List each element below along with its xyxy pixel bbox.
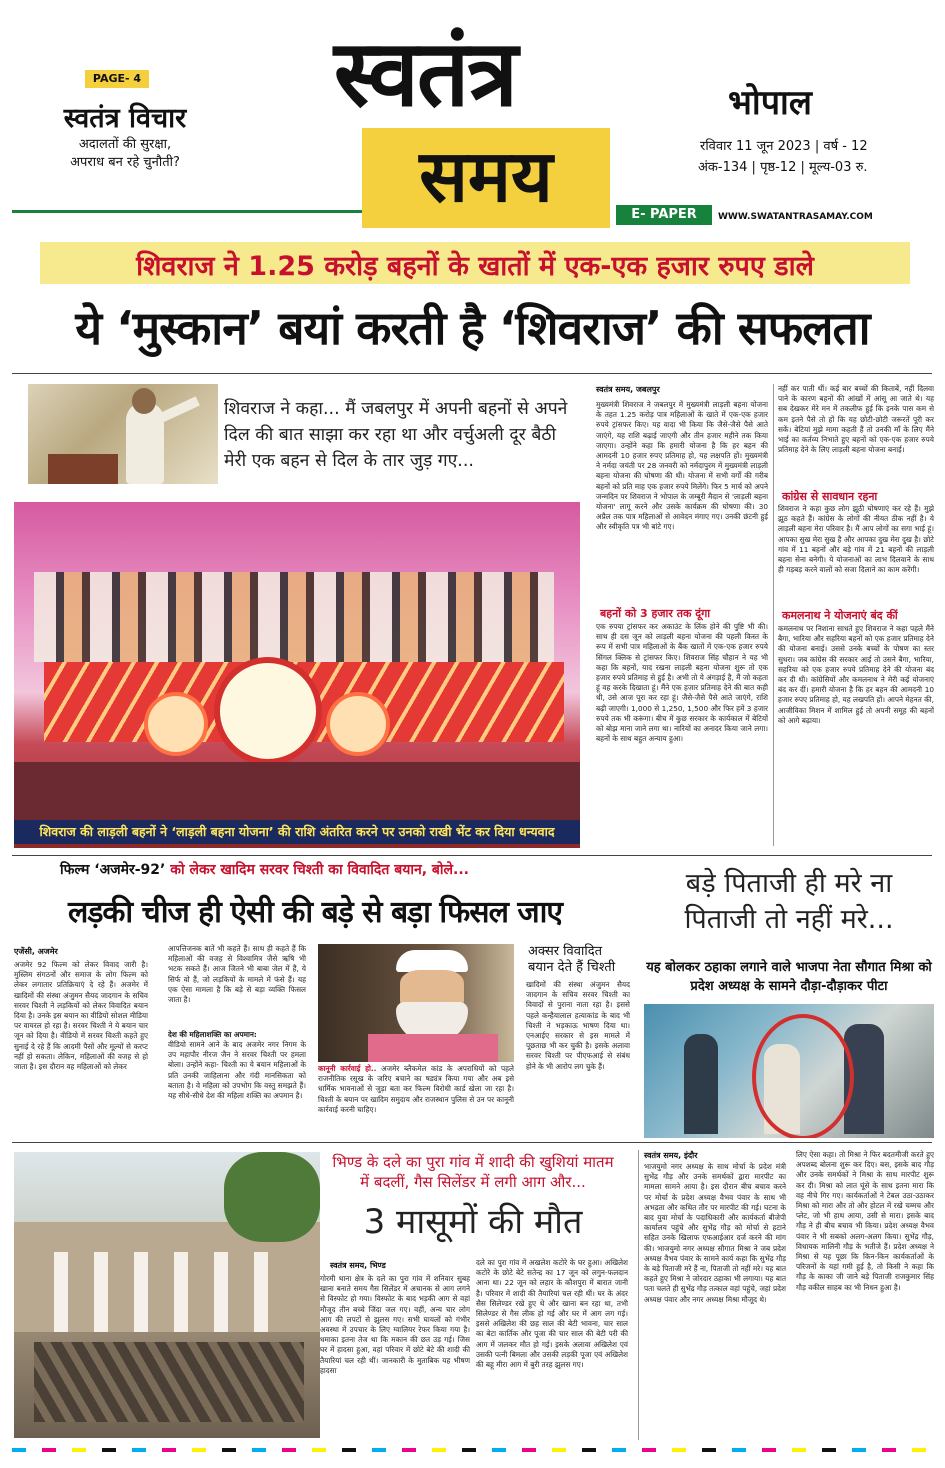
section-rule-2 (12, 1142, 932, 1143)
lead-byline: स्वतंत्र समय, जबलपुर (596, 385, 660, 394)
dateline: रविवार 11 जून 2023 | वर्ष - 12 (700, 139, 868, 154)
debris (34, 1342, 304, 1422)
story2-col2b-text: वीडियो सामने आने के बाद अजमेर नगर निगम के उप महापौर नीरज जैन ने सरवर चिश्ती पर हमला बोला। उन्होंने कहा- चिश्ती का ये बयान महिलाओं के प्रति उनकी जाहिलाना और गंदी मानसिकता को बताता है। वे महिला को उपभोग कि वस्तु समझते हैं। यह सीधे-सीधे देश की महिला शक्ति का अपमान है। (168, 1040, 306, 1101)
masthead-rule-left (12, 210, 362, 213)
story2-kicker (60, 860, 580, 879)
cap (396, 950, 468, 972)
masthead-logo-lower (362, 128, 610, 228)
lead-headline: ये ‘मुस्कान’ बयां करती है ‘शिवराज’ की सफलता (75, 301, 870, 355)
epaper-label: E- PAPER (616, 205, 712, 225)
story3-col1-text: भाजयुमो नगर अध्यक्ष के साथ मोर्चा के प्रदेश मंत्री सुभेंद्र गौड़ और उनके समर्थकों द्वारा मारपीट का मामला सामने आया है। इस दौरान बीच बचाव करने पर मोर्चा के प्रदेश अध्यक्ष वैभव पंवार के साथ भी अभद्रता और कथित तौर पर मारपीट की गई। घटना के बाद युवा मोर्चा के पदाधिकारी और कार्यकर्ता बीजेपी कार्यालय पहुंचे और सुभेंद्र गौड़ को मोर्चा से हटाने सहित उनके खिलाफ एफआईआर दर्ज करने की मांग की। भाजयुमो नगर अध्यक्ष सौगात मिश्रा ने जब प्रदेश अध्यक्ष वैभव पंवार के सामने कार्य कहा कि सुभेंद्र गौड़ के बड़े पिताजी मरे हैं ना, पिताजी तो नहीं मरे। यह बात कहते हुए मिश्रा ने जोरदार ठहाका भी लगाया। यह बात पता चलते ही सुभेंद्र गौड़ तत्काल वहां पहुंचे, जहां प्रदेश अध्यक्ष पंवार और नगर अध्यक्ष मिश्रा मौजूद थे। (644, 1162, 786, 1304)
robe (368, 1034, 498, 1062)
story2-kicker-rest: को लेकर खादिम सरवर चिश्ती का विवादित बयान, बोले... (170, 862, 469, 878)
story4-col2-text: दले का पुरा गांव में अखलेश कटोरे के घर हुआ। अखिलेश कटोरे के छोटे बेटे सतेन्द्र का 17 जून को लगुन-फलदान आना था। 22 जून को लहार के कौशपुरा में बारात जानी है। परिवार में शादी की तैयारियां चल रही थीं। घर के अंदर सैस सिलेण्डर रखे हुए थे और खाना बन रहा था, तभी सिलेण्डर से गैस लीक हो गई और घर में आग लग गई। इससे अखिलेश की छह साल की बेटी भावना, चार साल का बेटा कार्तिक और पूजा की चार साल की बेटी परी की आग में जलकर मौत हो गई। इसके अलावा अखिलेश एवं उसकी पत्नी बिमला और उसकी लड़की पूजा एवं अखिलेश की बहू मीरा आग में बुरी तरह झुलस गए। (476, 1258, 628, 1370)
lead-rule (12, 373, 932, 374)
stage-photo (14, 502, 580, 848)
story4-headline: 3 मासूमों की मौत (363, 1202, 583, 1242)
section-subtitle: अदालतों की सुरक्षा, अपराध बन रहे चुनौती? (70, 137, 180, 170)
villagers (54, 1252, 274, 1332)
lead-col1b-text: एक रुपया ट्रांसफर कर अकाउंट के लिंक होने की पुष्टि भी की। साथ ही दस जून को लाड़ली बहना योजना की पहली किस्त के रूप में सभी पात्र महिलाओं के बैंक खातों में एक-एक हजार रुपये सिंगल क्लिक से ट्रांसफर किए। शिवराज सिंह चौहान ने यह भी कहा कि बहनों, याद रखना लाड़ली बहना योजना शुरू तो एक हजार रुपये प्रतिमाह से हुई है। अभी तो ये अंगड़ाई है, मैं जो कहता हूं वह करके दिखाता हूं। मैंने एक हजार प्रतिमाह देने की बात कही थी, उसे आज पूरा कर रहा हूं। जैसे-जैसे पैसे आते जाएंगे, राशि बढ़ी जाएगी। 1,000 से 1,250, 1,500 और फिर हमें 3 हजार रुपये तक भी करूंगा। बीच में कुछ सरकार के कार्यकाल में बेटियों को बोझ माना जाने लगा था। नारियों का अनादर किया जाने लगा। बहनों के साथ बहुत अन्याय हुआ। (596, 622, 768, 744)
section-title: स्वतंत्र विचार (63, 103, 187, 134)
speech-photo (28, 384, 218, 484)
fire-photo (14, 1152, 320, 1438)
crowd-row (34, 572, 554, 662)
scuffle-photo (644, 1004, 934, 1138)
story3-headline: बड़े पिताजी ही मरे ना पिताजी तो नहीं मरे... (684, 868, 894, 935)
story2-side-text: खादिमों की संस्था अंजुमन सैयद जादगान के सचिव सरवर चिश्ती का विवादों से पुराना नाता रहा है। इससे पहले कन्हैयालाल हत्याकांड के बाद भी चिश्ती ने भड़काऊ भाषण दिया था। एनआईए सरकार से इस मामले में पूछताछ भी कर चुकी है। इसके अलावा सरवर चिश्ती पर पीएफआई से संबंध होने के भी आरोप लग चुके हैं। (526, 980, 630, 1071)
registration-marks (12, 1448, 932, 1452)
logo-word-samay: समय (419, 133, 553, 218)
chishti-photo (318, 944, 514, 1062)
lead-col2b-text: शिवराज ने कहा कुछ लोग झूठी घोषणाएं कर रहे हैं। मुझे झूठ कहते हैं। कांग्रेस के लोगों की नीयत ठीक नहीं है। ये लाड़ली बहना मेरा परिवार है। मैं आप लोगों का सगा भाई हूं। आपका सुख मेरा सुख है और आपका दुख मेरा दुख है। छोटे गांव में 11 बहनों और बड़े गांव में 21 बहनों की लाड़ली बहना सेना बनेगी। ये योजनाओं का लाभ दिलवाने के साथ ही गड़बड़ करने वालों को सजा दिलाने का काम करेंगी। (778, 504, 934, 575)
highlight-circle (752, 1014, 854, 1138)
story2-col2-text: आपत्तिजनक बातें भी कहते हैं। साथ ही कहते हैं कि महिलाओं की वजह से विश्वामित्र जैसे ऋषि भी भटक सकते हैं। आज जितने भी बाबा जेल में हैं, ये सिर्फ वो हैं, जो लड़कियों के मामले में फंसे हैं। यह एक ऐसा मामला है कि बड़े से बड़ा व्यक्ति फिसल जाता है। (168, 944, 306, 1005)
masthead-logo-upper (240, 18, 610, 128)
story3-deck: यह बोलकर ठहाका लगाने वाले भाजपा नेता सौगात मिश्रा को प्रदेश अध्यक्ष के सामने दौड़ा-दौड़ाकर पीटा (646, 960, 932, 994)
issue-line: अंक-134 | पृष्ठ-12 | मूल्य-03 रु. (698, 160, 868, 175)
lead-sub-2: कांग्रेस से सावधान रहना (782, 490, 878, 503)
lead-kicker: शिवराज ने 1.25 करोड़ बहनों के खातों में एक-एक हजार रुपए डाले (136, 251, 814, 282)
story3-col2-text: लिए ऐसा कहा। तो मिश्रा ने फिर बदतमीजी करते हुए अपशब्द बोलना शुरू कर दिए। बस, इसके बाद गौड़ और उनके समर्थकों ने मिश्रा के साथ मारपीट शुरू कर दी। मिश्रा को लात घूंसे के साथ इतना मारा कि वह नीचे गिर गए। कार्यकर्ताओं ने टेबल उठा-उठाकर मिश्रा को मारा और तो और होटल में रखे चम्मच और प्लेट, जो भी हाथ आया, उसी से मारा। इसके बाद गौड़ ने ही बीच बचाव भी किया। प्रदेश अध्यक्ष वैभव पंवार ने भी सबको अलग-अलग किया। सुभेंद्र गौड़, विधायक मालिनी गौड़ के भतीजे हैं। प्रदेश अध्यक्ष ने मिश्रा से यह पूछा कि किन-किन कार्यकर्ताओं के परिजनों के यहां गमी हुई है, तो किसी ने कहा कि गौड़ के काका जी जाने बड़े पिताजी राजकुमार सिंह गौड़ वकील साहब का भी निधन हुआ है। (796, 1150, 934, 1292)
lead-sub-1: बहनों को 3 हजार तक दूंगा (600, 607, 711, 620)
website-link[interactable]: WWW.SWATANTRASAMAY.COM (718, 212, 873, 222)
story2-side-head: अक्सर विवादित बयान देते हैं चिश्ती (528, 944, 616, 975)
story2-col1-text: अजमेर 92 फिल्म को लेकर विवाद जारी है। मुस्लिम संगठनों और समाज के लोग फिल्म को लेकर लगातार प्रतिक्रियाएं दे रहे हैं। अजमेर में खादिमों की संस्था अंजुमन सैयद जादगान के सचिव सरवर चिश्ती ने लड़कियों को लेकर विवादित बयान दिया है। उनके इस बयान का वीडियो सोशल मीडिया पर वायरल हो रहा है। सरवर चिश्ती ने ये बयान चार जून को दिया है। वीडियो में सरवर चिश्ती कहते हुए सुनाई दे रहे हैं कि आदमी पैसों और मूल्यों से करप्ट नहीं हो सकता। लेकिन, महिलाओं की वजह से हो जाता है। इस दौरान वह महिलाओं को लेकर (14, 960, 148, 1072)
city-name: भोपाल (728, 83, 812, 123)
chishti-caption-text: अजमेर ब्लैकमेल कांड के अपराधियों को पहले राजनीतिक रसूख के जरिए बचाने का षड्यंत्र किया गया और अब इसे धार्मिक भावनाओं से जुड़ा बता कर फिल्म विरोधी कार्ड खेला जा रहा है। चिश्ती के बयान पर खादिम समुदाय और राजस्थान पुलिस से उन पर कानूनी कार्रवाई करनी चाहिए। (318, 1064, 514, 1114)
section-rule-1 (12, 855, 932, 856)
story2-kicker-film: फिल्म ‘अजमेर-92’ (60, 862, 166, 878)
story2-headline: लड़की चीज ही ऐसी की बड़े से बड़ा फिसल जाए (68, 895, 562, 930)
lead-sub-3: कमलनाथ ने योजनाएं बंद कीं (782, 609, 898, 622)
lead-col-divider (773, 384, 774, 846)
rakhi-right (326, 692, 390, 756)
story4-col1-text: गोरमी थाना क्षेत्र के दले का पुरा गांव में शनिवार सुबह खाना बनाते समय गैस सिलेंडर में अचानक से आग लगने से विस्फोट हो गया। विस्फोट के बाद भड़की आग से वहां मौजूद तीन बच्चे जिंदा जल गए। वहीं, अन्य चार लोग आग की लपटों से झुलस गए। सभी घायलों को गंभीर अवस्था में उपचार के लिए ग्वालियर रेफर किया गया है। धमाका इतना तेज था कि मकान की छत उड़ गई। जिस घर में हादसा हुआ, वहां परिवार में छोटे बेटे की शादी की तैयारियां चल रही थीं। जानकारी के मुताबिक यह भीषण हादसा (320, 1274, 470, 1375)
figure-1 (684, 1034, 718, 1134)
story4-kicker: भिण्ड के दले का पुरा गांव में शादी की खुशियां मातम में बदलीं, गैस सिलेंडर में लगी आग और... (332, 1153, 614, 1191)
lead-col2-text: नहीं कर पाती थीं। कई बार बच्चों की किताबें, नहीं दिलवा पाने के कारण बहनों की आंखों में आंसू आ जाते थे। यह सब देखकर मेरे मन में तकलीफ हुई कि इनके पास कम से कम इतने पैसे तो हों कि यह छोटी-छोटी जरूरतें पूरी कर सकें। बेटियां मुझे मामा कहती हैं तो उनकी माँ के लिए मैंने भाई का कर्तव्य निभाते हुए बहनों को एक-एक हजार रुपये प्रतिमाह देने के लिए लाड़ली बहना योजना बनाई। (778, 384, 934, 455)
lead-col2c-text: कमलनाथ पर निशाना साधते हुए शिवराज ने कहा पहले मैंने बैगा, भारिया और सहरिया बहनों को एक हजार प्रतिमाह देने की योजना बनाई। उससे उनके बच्चों के पोषण का स्तर सुधरा। जब कांग्रेस की सरकार आई तो उसने बैगा, भारिया, सहरिया को एक हजार रुपये प्रतिमाह देने की योजना बंद कर दी थी। कांग्रेसियों और कमलनाथ ने मेरी कई योजनाएं बंद कर दीं। हमारी योजना है कि हर बहन की आमदनी 10 हजार रुपए प्रतिमाह हो, यह लखपति हों। आपने मेहनत की, आजीविका मिशन में शामिल हुई तो अपनी समूह की बहनों को आगे बढ़ाया। (778, 624, 934, 725)
page-label: PAGE- 4 (85, 70, 149, 88)
story3-byline: स्वतंत्र समय, इंदौर (644, 1151, 698, 1160)
logo-word-swatantra: स्वतंत्र (333, 19, 517, 127)
story2-byline: एजेंसी, अजमेर (14, 947, 58, 956)
lead-quote: शिवराज ने कहा... मैं जबलपुर में अपनी बहनों से अपने दिल की बात साझा कर रहा था और वर्चुअली दूर बैठी मेरी एक बहन से दिल के तार जुड़ गए... (224, 399, 568, 471)
podium (48, 454, 118, 484)
rakhi-circle (214, 657, 322, 765)
story4-byline: स्वतंत्र समय, भिण्ड (330, 1261, 386, 1270)
rakhi-left (144, 692, 208, 756)
chishti-caption-lead: कानूनी कार्रवाई हो.. (318, 1064, 377, 1073)
story2-col2-sub: देश की महिलाशक्ति का अपमान: (168, 1030, 257, 1039)
stage-floor (14, 762, 580, 822)
lead-col1-text: मुख्यमंत्री शिवराज ने जबलपुर में मुख्यमंत्री लाड़ली बहना योजना के तहत 1.25 करोड़ पात्र महिलाओं के खाते में एक-एक हजार रुपये ट्रांसफर किए। यह वादा भी किया कि जैसे-जैसे पैसे आते जाएंगे, यह राशि बढ़ाई जाएगी और तीन हजार महीने तक किया जाएगा। उन्होंने कहा कि हमारी योजना है कि हर बहन की आमदनी 10 हजार रुपए प्रतिमाह हो, यह लक्षपति हों। मुख्यमंत्री ने नर्मदा जयंती पर 28 जनवरी को नर्मदापुरम में मुख्यमंत्री लाड़ली बहना योजना की घोषणा की थी। योजना में सभी वर्गों की गरीब बहनों को प्रति माह एक हजार रुपये मिलेंगे। फिर 5 मार्च को अपने जन्मदिन पर शिवराज ने भोपाल के जम्बूरी मैदान से 'लाड़ली बहना योजना' लागू करने और उसके कार्यक्रम की घोषणा की। 30 अप्रैल तक पात्र महिलाओं से आवेदन मंगाए गए। उनकी छंटनी हुई और स्वीकृति पत्र भी बांटे गए। (596, 400, 768, 532)
chishti-caption (318, 1064, 514, 1128)
story3-divider (638, 1150, 639, 1440)
tree (224, 1152, 320, 1242)
speaker-head (132, 388, 156, 414)
stage-photo-caption: शिवराज की लाड़ली बहनों ने ‘लाड़ली बहना योजना’ की राशि अंतरित करने पर उनको राखी भेंट कर दिया धन्यवाद (14, 820, 580, 844)
